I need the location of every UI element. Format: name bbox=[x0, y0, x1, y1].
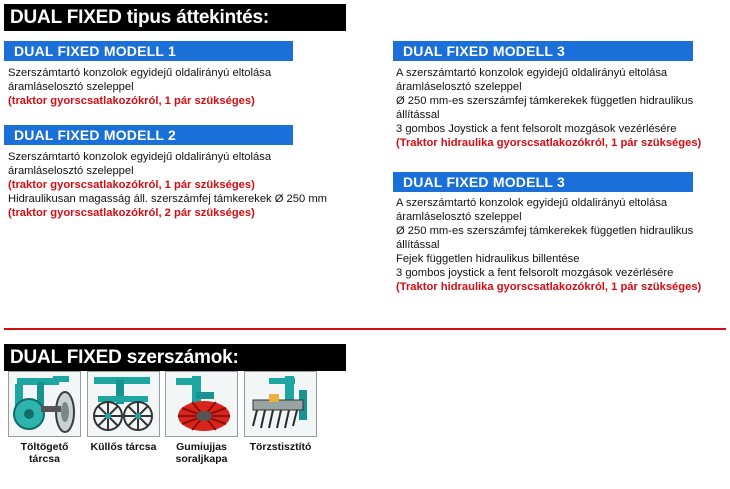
model-1-header: DUAL FIXED MODELL 1 bbox=[4, 41, 293, 61]
model-3a-line-3: Ø 250 mm-es szerszámfej támkerekek független hidraulikus bbox=[396, 95, 694, 107]
spoke-disc-tool-icon bbox=[87, 371, 160, 437]
model-3b-line-4: állítással bbox=[396, 239, 440, 251]
rubber-finger-hoe-icon bbox=[165, 371, 238, 437]
model-3a-line-5: 3 gombos Joystick a fent felsorolt mozgások vezérlésére bbox=[396, 123, 677, 135]
disc-tool-icon bbox=[8, 371, 81, 437]
model-2-description bbox=[8, 150, 327, 220]
tool-label: Töltögető tárcsa bbox=[20, 441, 69, 465]
model-2-line-1: Szerszámtartó konzolok egyidejű oldalirányú eltolása bbox=[8, 151, 272, 163]
model-1-line-2: áramláselosztó szeleppel bbox=[8, 81, 134, 93]
model-3a-line-2: áramláselosztó szeleppel bbox=[396, 81, 522, 93]
tool-gumiujjas-soraljkapa[interactable] bbox=[165, 371, 238, 465]
model-2-line-3: (traktor gyorscsatlakozókról, 1 pár szükséges) bbox=[8, 179, 255, 191]
model-3a-line-1: A szerszámtartó konzolok egyidejű oldalirányú eltolása bbox=[396, 67, 668, 79]
model-3a-header: DUAL FIXED MODELL 3 bbox=[393, 41, 693, 61]
tool-kullos-tarcsa[interactable] bbox=[87, 371, 160, 453]
model-1-line-1: Szerszámtartó konzolok egyidejű oldalirányú eltolása bbox=[8, 67, 272, 79]
model-3b-line-7: (Traktor hidraulika gyorscsatlakozókról, 1 pár szükséges) bbox=[396, 281, 702, 293]
model-1-line-3: (traktor gyorscsatlakozókról, 1 pár szükséges) bbox=[8, 95, 255, 107]
model-3b-line-2: áramláselosztó szeleppel bbox=[396, 211, 522, 223]
model-3a-description bbox=[396, 66, 701, 150]
tool-label: Küllős tárcsa bbox=[90, 441, 157, 453]
tool-label: Gumiujjas soraljkapa bbox=[175, 441, 228, 465]
tool-toltogeto-tarcsa[interactable] bbox=[8, 371, 81, 465]
model-2-line-5: (traktor gyorscsatlakozókról, 2 pár szükséges) bbox=[8, 207, 255, 219]
tools-title: DUAL FIXED szerszámok: bbox=[4, 344, 346, 371]
trunk-cleaner-icon bbox=[244, 371, 317, 437]
model-2-header: DUAL FIXED MODELL 2 bbox=[4, 125, 293, 145]
model-3b-line-3: Ø 250 mm-es szerszámfej támkerekek független hidraulikus bbox=[396, 225, 694, 237]
model-2-line-2: áramláselosztó szeleppel bbox=[8, 165, 134, 177]
model-3b-line-1: A szerszámtartó konzolok egyidejű oldalirányú eltolása bbox=[396, 197, 668, 209]
model-1-description bbox=[8, 66, 271, 108]
model-3b-header: DUAL FIXED MODELL 3 bbox=[393, 172, 693, 192]
model-3b-line-6: 3 gombos joystick a fent felsorolt mozgások vezérlésére bbox=[396, 267, 674, 279]
model-2-line-4: Hidraulikusan magasság áll. szerszámfej támkerekek Ø 250 mm bbox=[8, 193, 327, 205]
tool-torzstisztito[interactable] bbox=[244, 371, 317, 453]
tool-label: Törzstisztító bbox=[249, 441, 312, 453]
model-3a-line-4: állítással bbox=[396, 109, 440, 121]
overview-title: DUAL FIXED tipus áttekintés: bbox=[4, 4, 346, 31]
model-3b-line-5: Fejek független hidraulikus billentése bbox=[396, 253, 580, 265]
model-3a-line-6: (Traktor hidraulika gyorscsatlakozókról, 1 pár szükséges) bbox=[396, 137, 702, 149]
section-divider bbox=[4, 328, 726, 330]
model-3b-description bbox=[396, 196, 701, 294]
